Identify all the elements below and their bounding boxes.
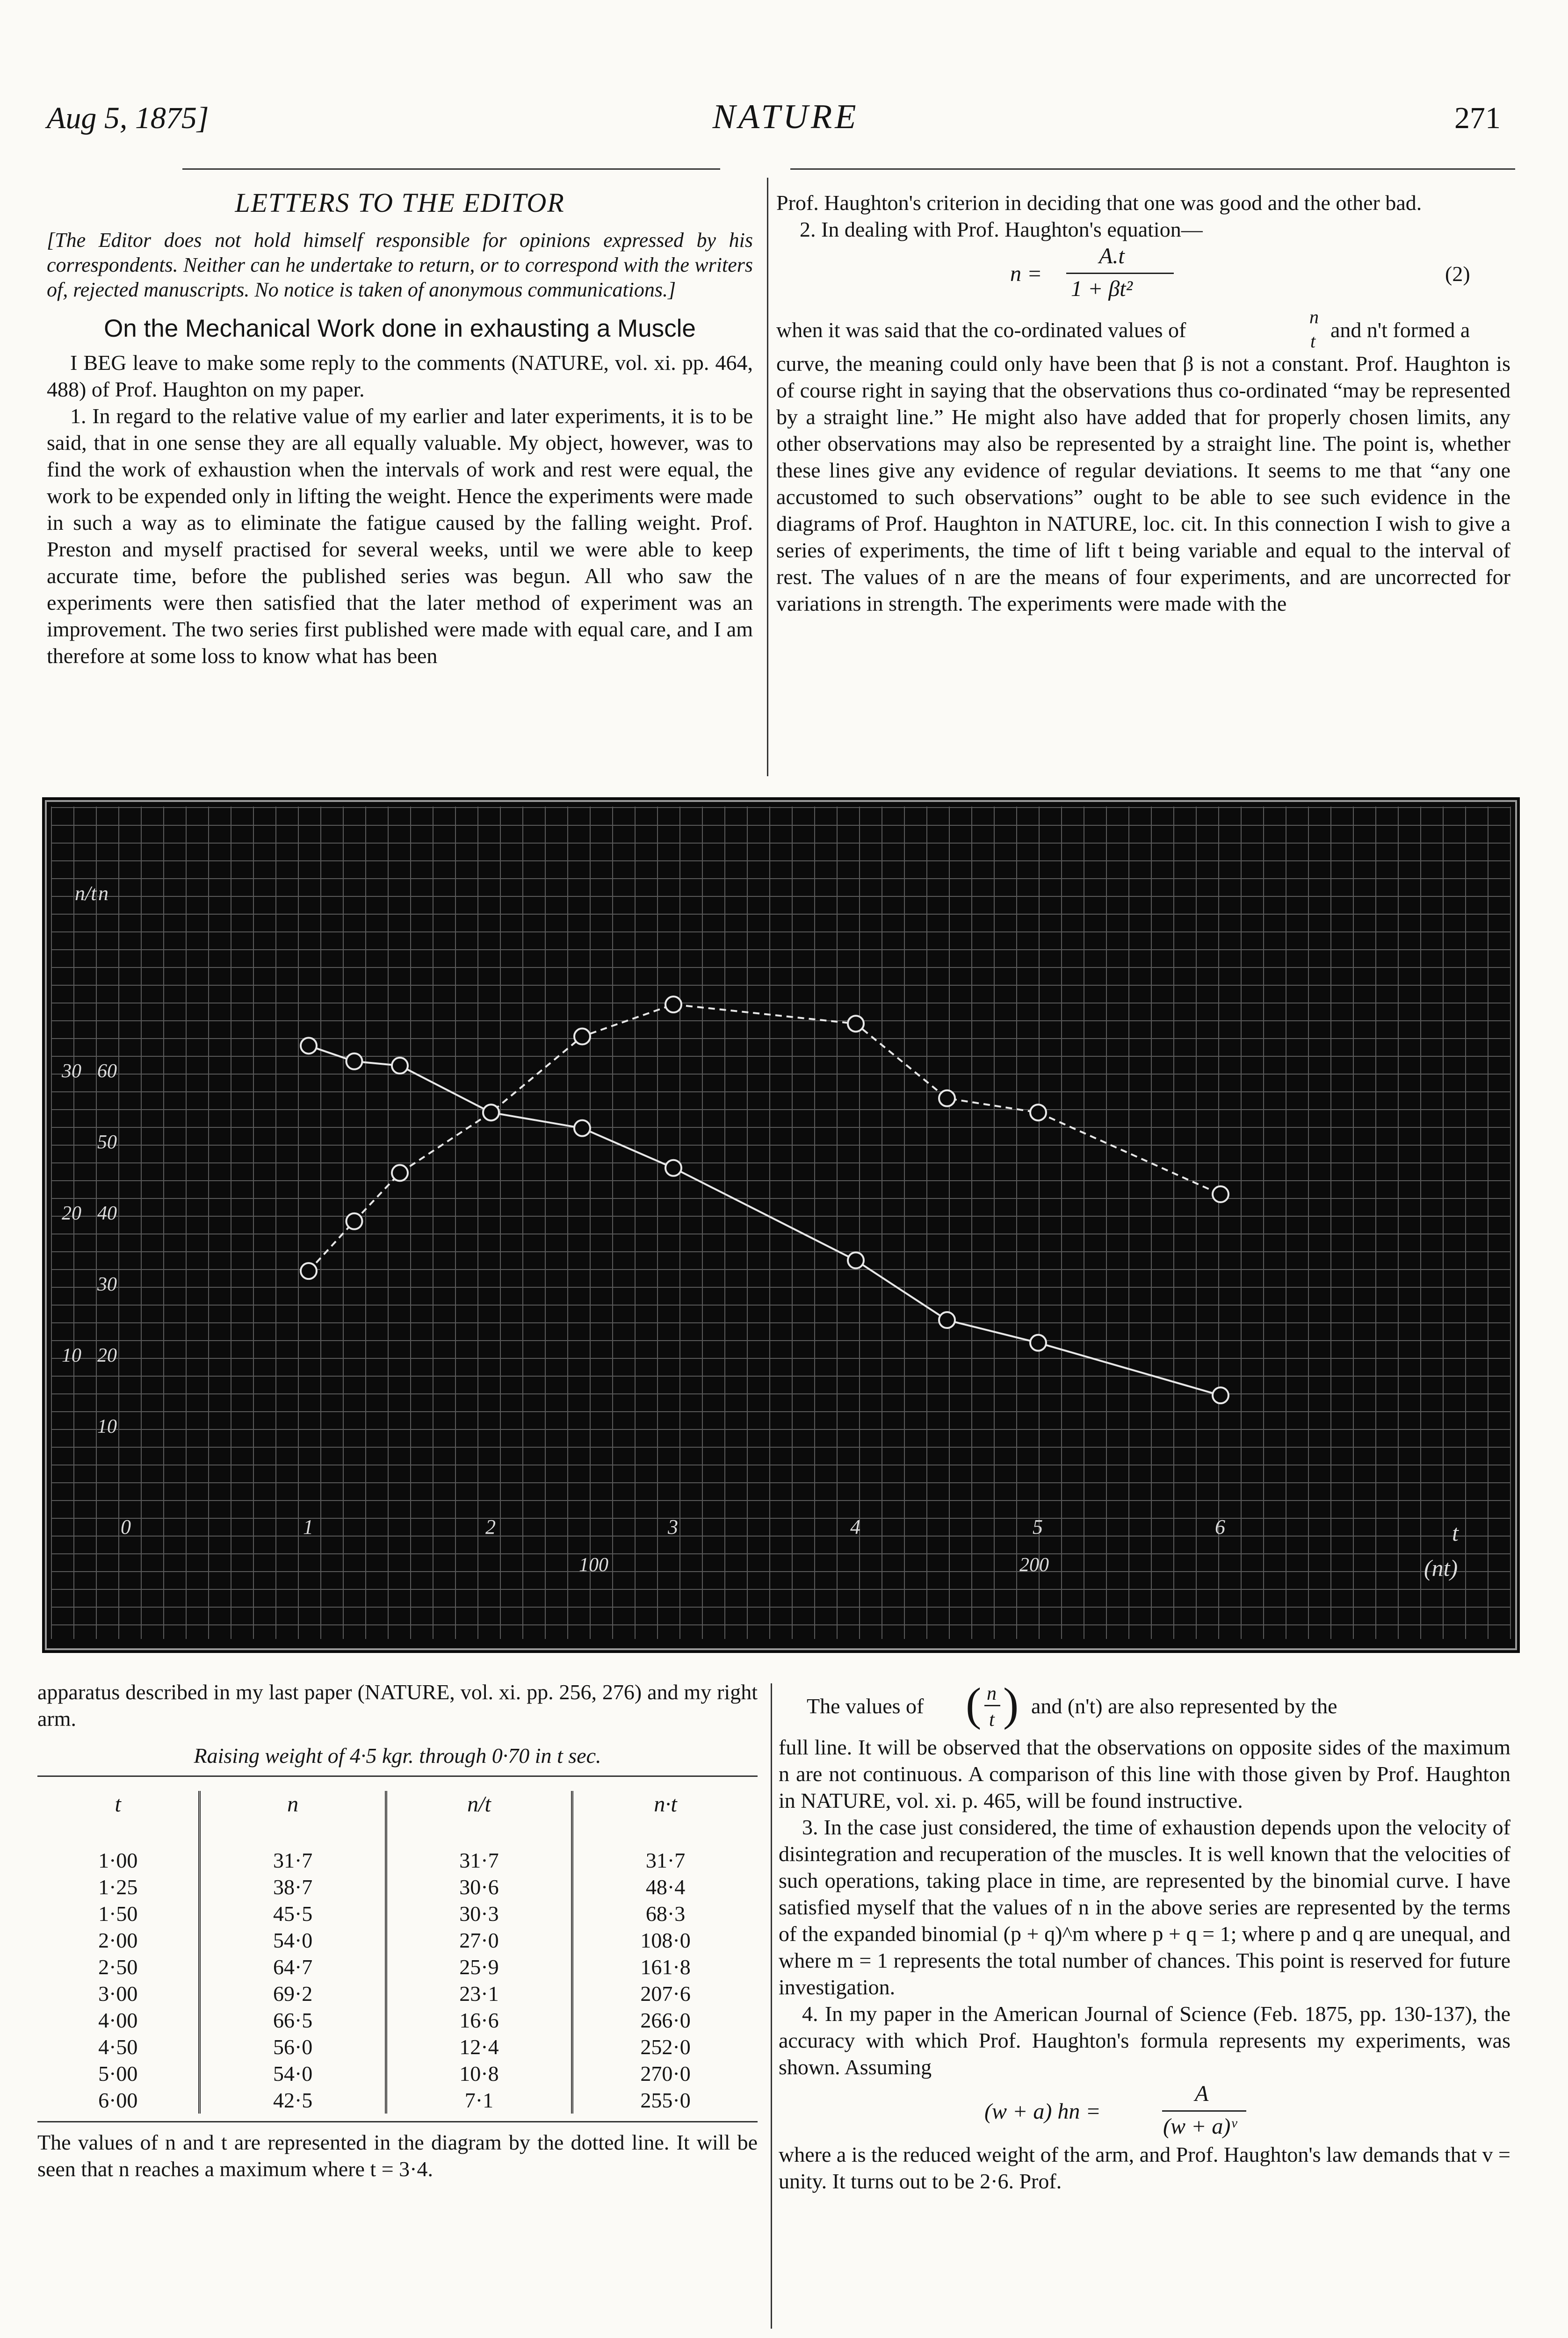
table-cell: 23·1 <box>386 1980 572 2007</box>
y-tick-label-n: 30 <box>97 1274 117 1295</box>
table-header-nt: n·t <box>572 1791 758 1847</box>
masthead: NATURE <box>712 98 859 136</box>
y-axis-label-left: n/t <box>75 882 97 905</box>
chart-svg <box>42 797 1520 1653</box>
x2-tick-label: 200 <box>1019 1554 1049 1576</box>
y-tick-label-n: 50 <box>97 1132 117 1153</box>
paragraph-intro: I BEG leave to make some reply to the comments (NATURE, vol. xi. pp. 464, 488) of Prof. Haughton on my paper. <box>47 351 753 401</box>
table-header-n-over-t: n/t <box>386 1791 572 1847</box>
table-cell: 7·1 <box>386 2087 572 2114</box>
rb-p1-frac-den: t <box>989 1709 995 1731</box>
table-cell: 266·0 <box>572 2007 758 2034</box>
header-rule-left <box>182 168 720 170</box>
table-cell: 161·8 <box>572 1954 758 1980</box>
para3-frac-num: n <box>1309 306 1319 327</box>
table-row <box>37 1900 758 1927</box>
table-cell: 270·0 <box>572 2060 758 2087</box>
x-axis-label: t <box>1452 1520 1459 1546</box>
point-n-over-t <box>1030 1335 1046 1351</box>
rb-p1-frac-bar <box>984 1705 1000 1706</box>
right-paragraph-4: curve, the meaning could only have been that β is not a constant. Prof. Haughton is of course right in saying that the observations thus co-ordinated “may be represented by a straight line.” He might also have added that for properly chosen limits, any other observations may also be represented by a straight line. The point is, whether these lines give any evidence of regular deviations. It seems to me that “any one accustomed to such observations” ought to be able to see such evidence in the diagrams of Prof. Haughton in NATURE, loc. cit. In this connection I wish to give a series of experiments, the time of lift t being variable and equal to the interval of rest. The values of n are the means of four experiments, and are uncorrected for variations in strength. The experiments were made with the <box>776 352 1510 615</box>
point-n <box>665 996 681 1012</box>
table-cell: 31·7 <box>572 1847 758 1874</box>
x-tick-label: 2 <box>485 1515 496 1538</box>
point-n-over-t <box>1213 1387 1228 1403</box>
rb-p1-frac-num: n <box>987 1683 997 1704</box>
table-bottom-rule <box>37 2121 758 2122</box>
equation3-lhs: (w + a) hn = <box>984 2099 1101 2124</box>
table-cell: 31·7 <box>386 1847 572 1874</box>
issue-date: Aug 5, 1875] <box>47 101 209 135</box>
table-cell: 6·00 <box>98 2088 138 2112</box>
table-cell: 255·0 <box>572 2087 758 2114</box>
table-cell: 5·00 <box>98 2062 138 2085</box>
table-row <box>37 1954 758 1980</box>
table-cell: 30·6 <box>386 1874 572 1900</box>
point-n-over-t <box>848 1252 864 1268</box>
point-n-over-t <box>301 1038 317 1054</box>
x-tick-label: 3 <box>668 1515 678 1538</box>
equation-numerator: A.t <box>1099 244 1125 268</box>
paragraph-1: 1. In regard to the relative value of my earlier and later experiments, it is to be said, that in one sense they are all equally valuable. My object, however, was to find the work of exhaustion when the intervals of work and rest were equal, the work to be expended only in lifting the weight. Hence the experiments were made in such a way as to eliminate the fatigue caused by the falling weight. Prof. Preston and myself practised for several weeks, until we were able to keep accurate time, before the published series was begun. All who saw the experiments were then satisfied that the later method of experiment was an improvement. The two series first published were made with equal care, and I am therefore at some loss to know what has been <box>47 404 753 668</box>
column-divider-top <box>767 178 768 776</box>
point-n <box>1213 1186 1228 1202</box>
table-cell: 69·2 <box>200 1980 386 2007</box>
right-bottom-paragraph-1: full line. It will be observed that the observations on opposite sides of the maximum n are not continuous. A comparison of this line with those given by Prof. Haughton in NATURE, vol. xi. p. 465, will be found instructive. <box>779 1735 1510 1812</box>
table-top-rule <box>37 1775 758 1777</box>
table-row <box>37 1980 758 2007</box>
left-top-body <box>47 349 753 669</box>
point-n <box>1030 1104 1046 1120</box>
chart-panel <box>42 797 1520 1653</box>
table-cell: 1·00 <box>98 1848 138 1872</box>
table-row <box>37 2007 758 2034</box>
equation-lhs: n = <box>1010 261 1042 286</box>
equation-denominator: 1 + βt² <box>1071 276 1133 301</box>
y-tick-label-nt: 20 <box>62 1203 81 1224</box>
table-cell: 207·6 <box>572 1980 758 2007</box>
table-cell: 38·7 <box>200 1874 386 1900</box>
table-cell: 2·50 <box>98 1955 138 1979</box>
table-cell: 1·25 <box>98 1875 138 1899</box>
table-cell: 4·50 <box>98 2035 138 2059</box>
equation-2 <box>776 243 1510 303</box>
table-row <box>37 1874 758 1900</box>
table-cell: 45·5 <box>200 1900 386 1927</box>
section-title: LETTERS TO THE EDITOR <box>235 188 565 218</box>
point-n-over-t <box>347 1054 362 1069</box>
y-tick-label-nt: 30 <box>62 1061 81 1082</box>
table-caption: Raising weight of 4·5 kgr. through 0·70 in t sec. <box>194 1744 601 1768</box>
table-cell: 1·50 <box>98 1902 138 1926</box>
left-column-bottom <box>37 1679 758 2182</box>
y-axis-label-right: n <box>98 882 108 905</box>
left-column-top <box>47 182 753 669</box>
header-rule-right <box>790 168 1515 170</box>
right-paragraph-2: 2. In dealing with Prof. Haughton's equation— <box>800 217 1203 241</box>
table-cell: 64·7 <box>200 1954 386 1980</box>
rb-p1-paren-close: ) <box>1003 1678 1019 1730</box>
x-tick-label: 1 <box>303 1515 313 1538</box>
point-n <box>574 1029 590 1045</box>
table-body <box>37 1847 758 2114</box>
x-tick-label: 0 <box>121 1515 131 1538</box>
equation-3 <box>779 2080 1510 2141</box>
table-header-t: t <box>115 1792 121 1817</box>
point-n-over-t <box>939 1312 955 1328</box>
page-number: 271 <box>1454 101 1501 135</box>
left-bottom-paragraph-1: apparatus described in my last paper (NATURE, vol. xi. pp. 256, 276) and my right arm. <box>37 1680 758 1731</box>
table-cell: 54·0 <box>200 2060 386 2087</box>
table-cell: 4·00 <box>98 2008 138 2032</box>
x-tick-label: 6 <box>1215 1515 1225 1538</box>
equation3-denominator: (w + a)ᵛ <box>1163 2114 1237 2139</box>
table-cell: 68·3 <box>572 1900 758 1927</box>
point-n-over-t <box>483 1104 499 1120</box>
table-row <box>37 2087 758 2114</box>
right-bottom-paragraph-4: where a is the reduced weight of the arm, and Prof. Haughton's law demands that v = unity. It turns out to be 2·6. Prof. <box>779 2143 1510 2193</box>
table-cell: 16·6 <box>386 2007 572 2034</box>
para3-part-a: when it was said that the co-ordinated values of <box>776 318 1186 342</box>
table-cell: 25·9 <box>386 1954 572 1980</box>
point-n-over-t <box>665 1160 681 1176</box>
table-row <box>37 1927 758 1954</box>
x2-axis-label: (nt) <box>1424 1555 1458 1581</box>
y-tick-label-n: 60 <box>97 1061 117 1082</box>
point-n <box>301 1263 317 1279</box>
right-paragraph-1: Prof. Haughton's criterion in deciding that one was good and the other bad. <box>776 191 1422 215</box>
y-tick-label-n: 40 <box>97 1203 117 1224</box>
y-tick-label-n: 20 <box>97 1345 117 1366</box>
table-cell: 252·0 <box>572 2034 758 2060</box>
data-table <box>37 1791 758 2114</box>
chart-border <box>46 801 1516 1649</box>
editor-disclaimer: [The Editor does not hold himself responsible for opinions expressed by his correspondents. Neither can he undertake to return, or to correspond with the writers of, rejected manuscripts. No notice is taken of anonymous communications.] <box>47 229 753 301</box>
point-n-over-t <box>574 1120 590 1136</box>
right-bottom-paragraph-3: 4. In my paper in the American Journal of Science (Feb. 1875, pp. 130-137), the accuracy with which Prof. Haughton's formula represents my experiments, was shown. Assuming <box>779 2002 1510 2079</box>
table-cell: 31·7 <box>200 1847 386 1874</box>
point-n <box>848 1016 864 1032</box>
x-tick-label: 4 <box>850 1515 860 1538</box>
right-paragraph-3 <box>776 303 1510 350</box>
table-cell: 66·5 <box>200 2007 386 2034</box>
point-n-over-t <box>392 1058 408 1074</box>
equation3-fraction-bar <box>1162 2110 1246 2112</box>
right-column-bottom <box>779 1679 1510 2194</box>
table-cell: 48·4 <box>572 1874 758 1900</box>
right-bottom-paragraph-2: 3. In the case just considered, the time of exhaustion depends upon the velocity of disintegration and recuperation of the muscles. It is well known that the velocities of such operations, taking place in time, are represented by the binomial curve. I have satisfied myself that the values of n in the above series are represented by the terms of the expanded binomial (p + q)^m where p + q = 1; where p and q are unequal, and where m = 1 represents the total number of chances. This point is reserved for future investigation. <box>779 1815 1510 1999</box>
table-cell: 54·0 <box>200 1927 386 1954</box>
point-n <box>939 1090 955 1106</box>
article-title: On the Mechanical Work done in exhausting a Muscle <box>104 315 696 342</box>
y-tick-label-nt: 10 <box>62 1345 81 1366</box>
table-cell: 27·0 <box>386 1927 572 1954</box>
rb-p1-part-a: The values of <box>807 1694 924 1718</box>
table-cell: 108·0 <box>572 1927 758 1954</box>
x-tick-label: 5 <box>1033 1515 1043 1538</box>
rb-p1-paren-open: ( <box>966 1678 982 1730</box>
table-row <box>37 2060 758 2087</box>
table-cell: 30·3 <box>386 1900 572 1927</box>
para3-frac-den: t <box>1310 331 1316 352</box>
table-cell: 3·00 <box>98 1982 138 2006</box>
equation3-numerator: A <box>1195 2081 1209 2106</box>
table-row <box>37 2034 758 2060</box>
column-divider-bottom <box>771 1683 772 2329</box>
table-cell: 12·4 <box>386 2034 572 2060</box>
y-tick-label-n: 10 <box>97 1416 117 1437</box>
x2-tick-label: 100 <box>579 1554 608 1576</box>
point-n <box>347 1213 362 1229</box>
table-row <box>37 1847 758 1874</box>
table-cell: 42·5 <box>200 2087 386 2114</box>
point-n <box>392 1165 408 1181</box>
table-header-row <box>37 1791 758 1847</box>
equation-label: (2) <box>1445 262 1470 286</box>
para3-part-b: and n't formed a <box>1330 318 1470 342</box>
equation-fraction-bar <box>1066 273 1174 274</box>
left-bottom-paragraph-2: The values of n and t are represented in the diagram by the dotted line. It will be seen that n reaches a maximum where t = 3·4. <box>37 2130 758 2181</box>
table-header-n: n <box>200 1791 386 1847</box>
table-cell: 10·8 <box>386 2060 572 2087</box>
rb-p1-part-b: and (n't) are also represented by the <box>1031 1694 1337 1718</box>
right-bottom-paragraph-1-line-1 <box>779 1679 1510 1734</box>
table-cell: 2·00 <box>98 1928 138 1952</box>
right-column-top <box>776 189 1510 617</box>
table-cell: 56·0 <box>200 2034 386 2060</box>
